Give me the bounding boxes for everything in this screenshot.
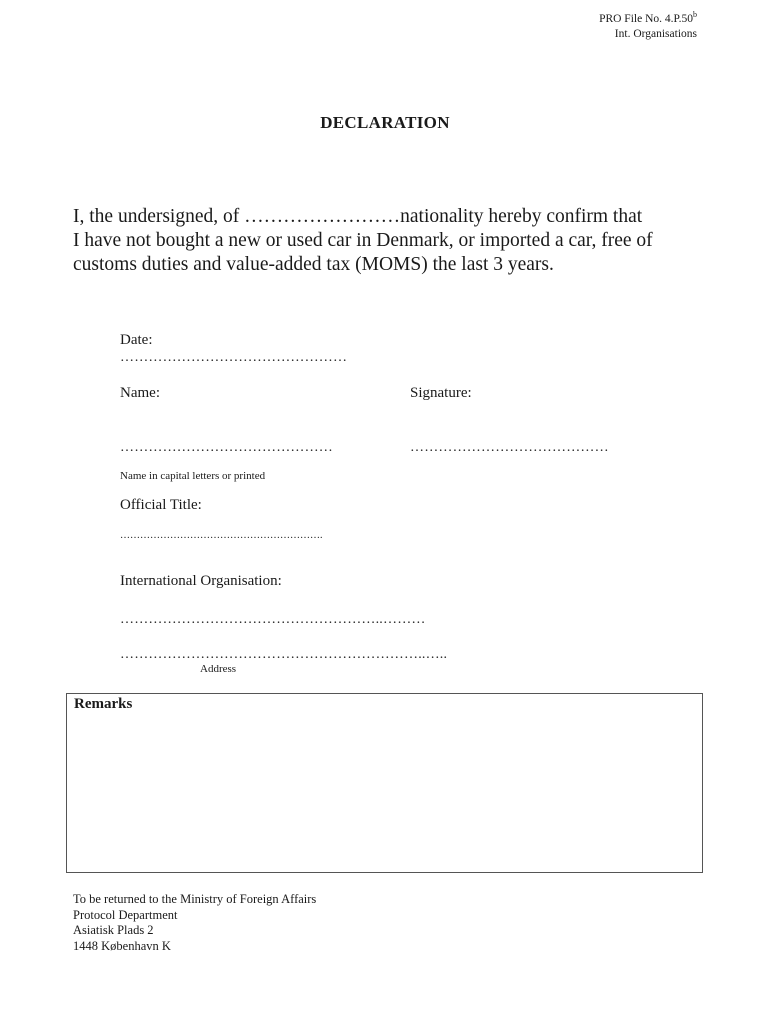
official-title-field[interactable]: ……………………………………………………. xyxy=(120,530,323,541)
address-field[interactable]: ………………………………………………………..….. xyxy=(120,647,448,662)
address-hint: Address xyxy=(200,663,237,675)
file-reference xyxy=(599,12,697,42)
name-field[interactable]: ……………………………………… xyxy=(120,440,333,455)
name-label: Name: xyxy=(120,385,160,401)
organisation-label: International Organisation: xyxy=(120,573,282,589)
footer-line-2: Protocol Department xyxy=(73,907,178,922)
return-address xyxy=(73,892,316,954)
statement-line-3: customs duties and value-added tax (MOMS) the last 3 years. xyxy=(73,254,554,275)
remarks-box[interactable] xyxy=(66,693,703,873)
file-number: PRO File No. 4.P.50$^b$ xyxy=(599,10,697,25)
document-title: DECLARATION xyxy=(320,113,450,132)
file-category: Int. Organisations xyxy=(614,28,697,40)
signature-label: Signature: xyxy=(410,385,472,401)
footer-line-4: 1448 København K xyxy=(73,938,171,953)
date-label: Date: xyxy=(120,332,153,348)
footer-line-1: To be returned to the Ministry of Foreign Affairs xyxy=(73,892,317,906)
remarks-label: Remarks xyxy=(74,696,133,712)
date-field[interactable]: ………………………………………… xyxy=(120,350,348,365)
name-hint: Name in capital letters or printed xyxy=(120,470,266,482)
organisation-field[interactable]: ………………………………………………..……… xyxy=(120,612,426,627)
declaration-statement xyxy=(73,205,713,277)
signature-field[interactable]: …………………………………… xyxy=(410,440,609,455)
statement-line-1: I, the undersigned, of ……………………nationality hereby confirm that xyxy=(73,206,643,227)
official-title-label: Official Title: xyxy=(120,497,202,513)
statement-line-2: I have not bought a new or used car in Denmark, or imported a car, free of xyxy=(73,230,653,251)
footer-line-3: Asiatisk Plads 2 xyxy=(73,923,154,937)
